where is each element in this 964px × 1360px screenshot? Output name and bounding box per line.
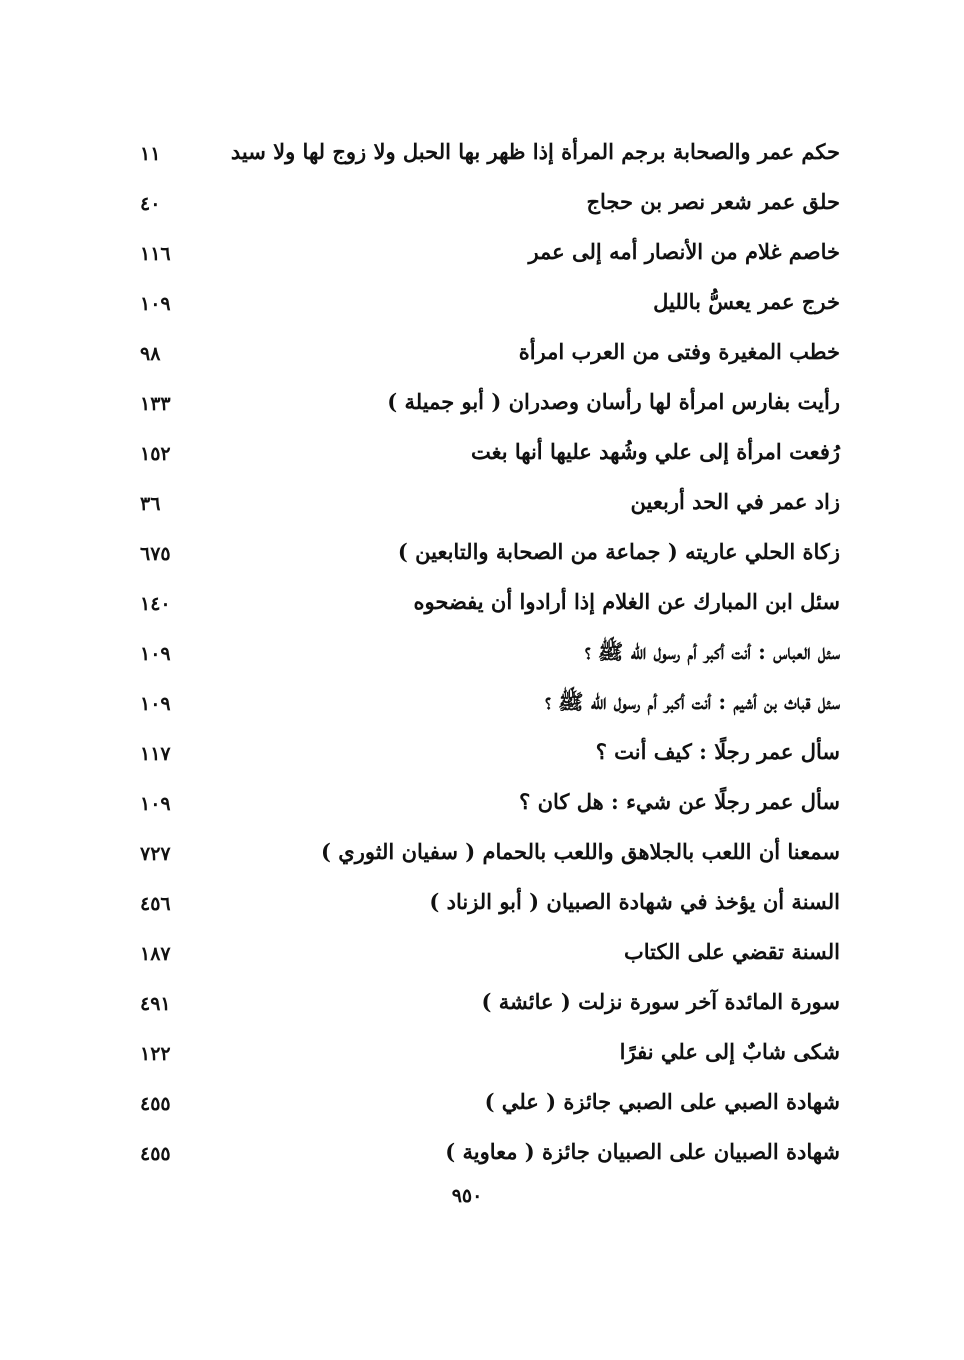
index-entry (140, 680, 840, 730)
page-number: ٩٥٠ (451, 1185, 483, 1207)
index-entry (140, 380, 840, 430)
index-entry (140, 1030, 840, 1080)
index-entry (140, 130, 840, 180)
entry-page-number: ٩٨ (140, 343, 161, 365)
index-entry (140, 780, 840, 830)
entry-text: شكى شابٌ إلى علي نفرًا (619, 1039, 840, 1064)
entry-text: سمعنا أن اللعب بالجلاهق واللعب بالحمام ( سفيان الثوري ) (321, 839, 840, 864)
entry-text: زكاة الحلي عاريته ( جماعة من الصحابة والتابعين ) (397, 539, 840, 564)
entry-text: شهادة الصبي على الصبي جائزة ( علي ) (484, 1089, 840, 1114)
index-entry (140, 330, 840, 380)
entry-text: خاصم غلام من الأنصار أمه إلى عمر (528, 239, 840, 264)
entry-page-number: ٤٥٦ (140, 893, 171, 915)
entry-text: السنة تقضي على الكتاب (624, 939, 840, 964)
entry-text: سأل عمر رجلًا عن شيء : هل كان ؟ (519, 789, 840, 814)
entry-text: سورة المائدة آخر سورة نزلت ( عائشة ) (481, 989, 840, 1014)
entry-page-number: ١١٧ (140, 743, 171, 765)
entry-page-number: ١٢٢ (140, 1043, 171, 1065)
entry-text: شهادة الصبيان على الصبيان جائزة ( معاوية ) (445, 1139, 840, 1164)
entry-page-number: ١٤٠ (140, 593, 171, 615)
entry-text: حكم عمر والصحابة برجم المرأة إذا ظهر بها الحبل ولا زوج لها ولا سيد (230, 139, 840, 164)
index-entry (140, 830, 840, 880)
index-list (140, 130, 840, 1180)
entry-text: خطب المغيرة وفتى من العرب امرأة (518, 339, 840, 364)
index-entry (140, 280, 840, 330)
index-entry (140, 180, 840, 230)
index-entry (140, 430, 840, 480)
entry-page-number: ١٠٩ (140, 643, 171, 665)
entry-page-number: ٤٥٥ (140, 1143, 171, 1165)
entry-page-number: ٦٧٥ (140, 543, 171, 565)
entry-text: رأيت بفارس امرأة لها رأسان وصدران ( أبو جميلة ) (387, 389, 840, 414)
index-entry (140, 480, 840, 530)
entry-page-number: ٣٦ (140, 493, 161, 515)
entry-text: رُفعت امرأة إلى علي وشُهد عليها أنها بغت (470, 439, 840, 464)
entry-text: سأل عمر رجلًا : كيف أنت ؟ (595, 739, 840, 764)
entry-text: سئل قباث بن أشيم : أنت أكبر أم رسول الله ﷺ ؟ (545, 689, 840, 714)
index-entry (140, 1080, 840, 1130)
index-entry (140, 730, 840, 780)
entry-page-number: ١٣٣ (140, 393, 171, 415)
entry-text: سئل العباس : أنت أكبر أم رسول الله ﷺ ؟ (584, 639, 840, 664)
entry-text: زاد عمر في الحد أربعين (630, 489, 840, 514)
index-entry (140, 980, 840, 1030)
entry-page-number: ١٥٢ (140, 443, 171, 465)
entry-page-number: ١٨٧ (140, 943, 171, 965)
index-entry (140, 630, 840, 680)
entry-page-number: ١٠٩ (140, 793, 171, 815)
entry-page-number: ١٠٩ (140, 293, 171, 315)
entry-page-number: ٤٥٥ (140, 1093, 171, 1115)
entry-text: سئل ابن المبارك عن الغلام إذا أرادوا أن يفضحوه (413, 589, 840, 614)
index-entry (140, 580, 840, 630)
entry-page-number: ١١ (140, 143, 161, 165)
index-entry (140, 930, 840, 980)
index-entry (140, 1130, 840, 1180)
index-entry (140, 880, 840, 930)
entry-text: السنة أن يؤخذ في شهادة الصبيان ( أبو الزناد ) (429, 889, 840, 914)
entry-page-number: ٧٢٧ (140, 843, 171, 865)
entry-page-number: ١٠٩ (140, 693, 171, 715)
entry-text: خرج عمر يعسُّ بالليل (653, 289, 840, 314)
entry-page-number: ٤٠ (140, 193, 161, 215)
entry-page-number: ١١٦ (140, 243, 171, 265)
entry-text: حلق عمر شعر نصر بن حجاج (586, 189, 840, 214)
index-entry (140, 230, 840, 280)
index-entry (140, 530, 840, 580)
entry-page-number: ٤٩١ (140, 993, 171, 1015)
